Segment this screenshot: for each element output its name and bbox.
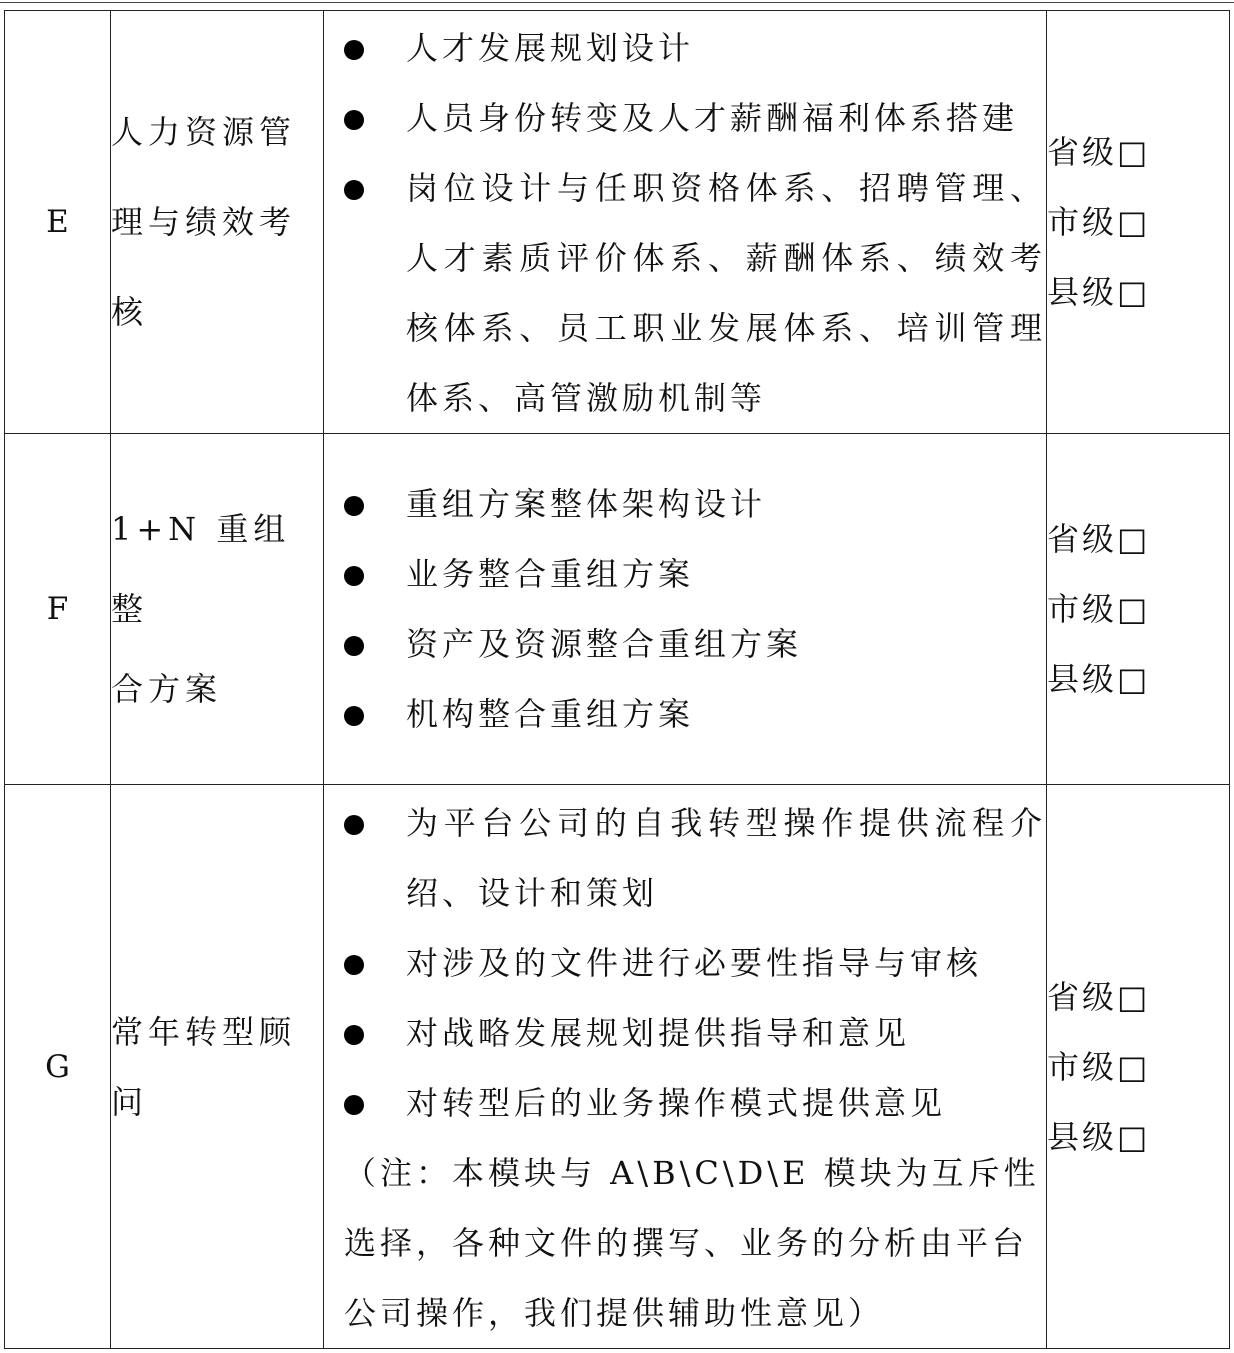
module-name-line: 核 [111,293,149,331]
list-item: 对转型后的业务操作模式提供意见 [324,1068,1046,1138]
level-option-city[interactable]: 市级□ [1047,203,1151,241]
list-item: 对战略发展规划提供指导和意见 [324,998,1046,1068]
module-name-line: 常年转型顾 [111,1012,297,1051]
module-code: E [5,11,111,434]
module-content [324,434,1047,785]
level-options [1047,785,1230,1349]
table-row-e [5,11,1230,434]
module-name-line: 问 [111,1082,149,1121]
module-name [111,11,324,434]
item-list [324,13,1046,433]
list-item: 机构整合重组方案 [324,679,1046,749]
list-item: 对涉及的文件进行必要性指导与审核 [324,928,1046,998]
level-options [1047,434,1230,785]
module-content [324,785,1047,1349]
module-code: G [5,785,111,1349]
level-option-province[interactable]: 省级□ [1047,133,1151,171]
table-row-g [5,785,1230,1349]
level-options [1047,11,1230,434]
module-code: F [5,434,111,785]
module-name-line: 1+N 重组整 [111,510,291,628]
service-module-table [4,10,1230,1349]
level-option-city[interactable]: 市级□ [1047,1047,1151,1086]
module-note: （注：本模块与 A\B\C\D\E 模块为互斥性选择，各种文件的撰写、业务的分析由平台公司操作，我们提供辅助性意见） [344,1153,1040,1332]
list-item: 重组方案整体架构设计 [324,469,1046,539]
item-list [324,788,1046,1138]
level-option-city[interactable]: 市级□ [1047,590,1151,628]
module-name-line: 合方案 [111,670,223,708]
list-item: 人员身份转变及人才薪酬福利体系搭建 [324,83,1046,153]
list-item: 资产及资源整合重组方案 [324,609,1046,679]
level-option-county[interactable]: 县级□ [1047,660,1151,698]
item-list [324,469,1046,749]
list-item: 业务整合重组方案 [324,539,1046,609]
module-name [111,434,324,785]
module-name-line: 人力资源管 [111,113,297,151]
module-name-line: 理与绩效考 [111,203,297,241]
top-rule [0,2,1234,3]
list-item: 岗位设计与任职资格体系、招聘管理、人才素质评价体系、薪酬体系、绩效考核体系、员工职业发展体系、培训管理体系、高管激励机制等 [324,153,1046,433]
level-option-province[interactable]: 省级□ [1047,977,1151,1016]
table-row-f [5,434,1230,785]
list-item: 人才发展规划设计 [324,13,1046,83]
module-content [324,11,1047,434]
level-option-province[interactable]: 省级□ [1047,520,1151,558]
level-option-county[interactable]: 县级□ [1047,1117,1151,1156]
module-name [111,785,324,1349]
list-item: 为平台公司的自我转型操作提供流程介绍、设计和策划 [324,788,1046,928]
level-option-county[interactable]: 县级□ [1047,273,1151,311]
